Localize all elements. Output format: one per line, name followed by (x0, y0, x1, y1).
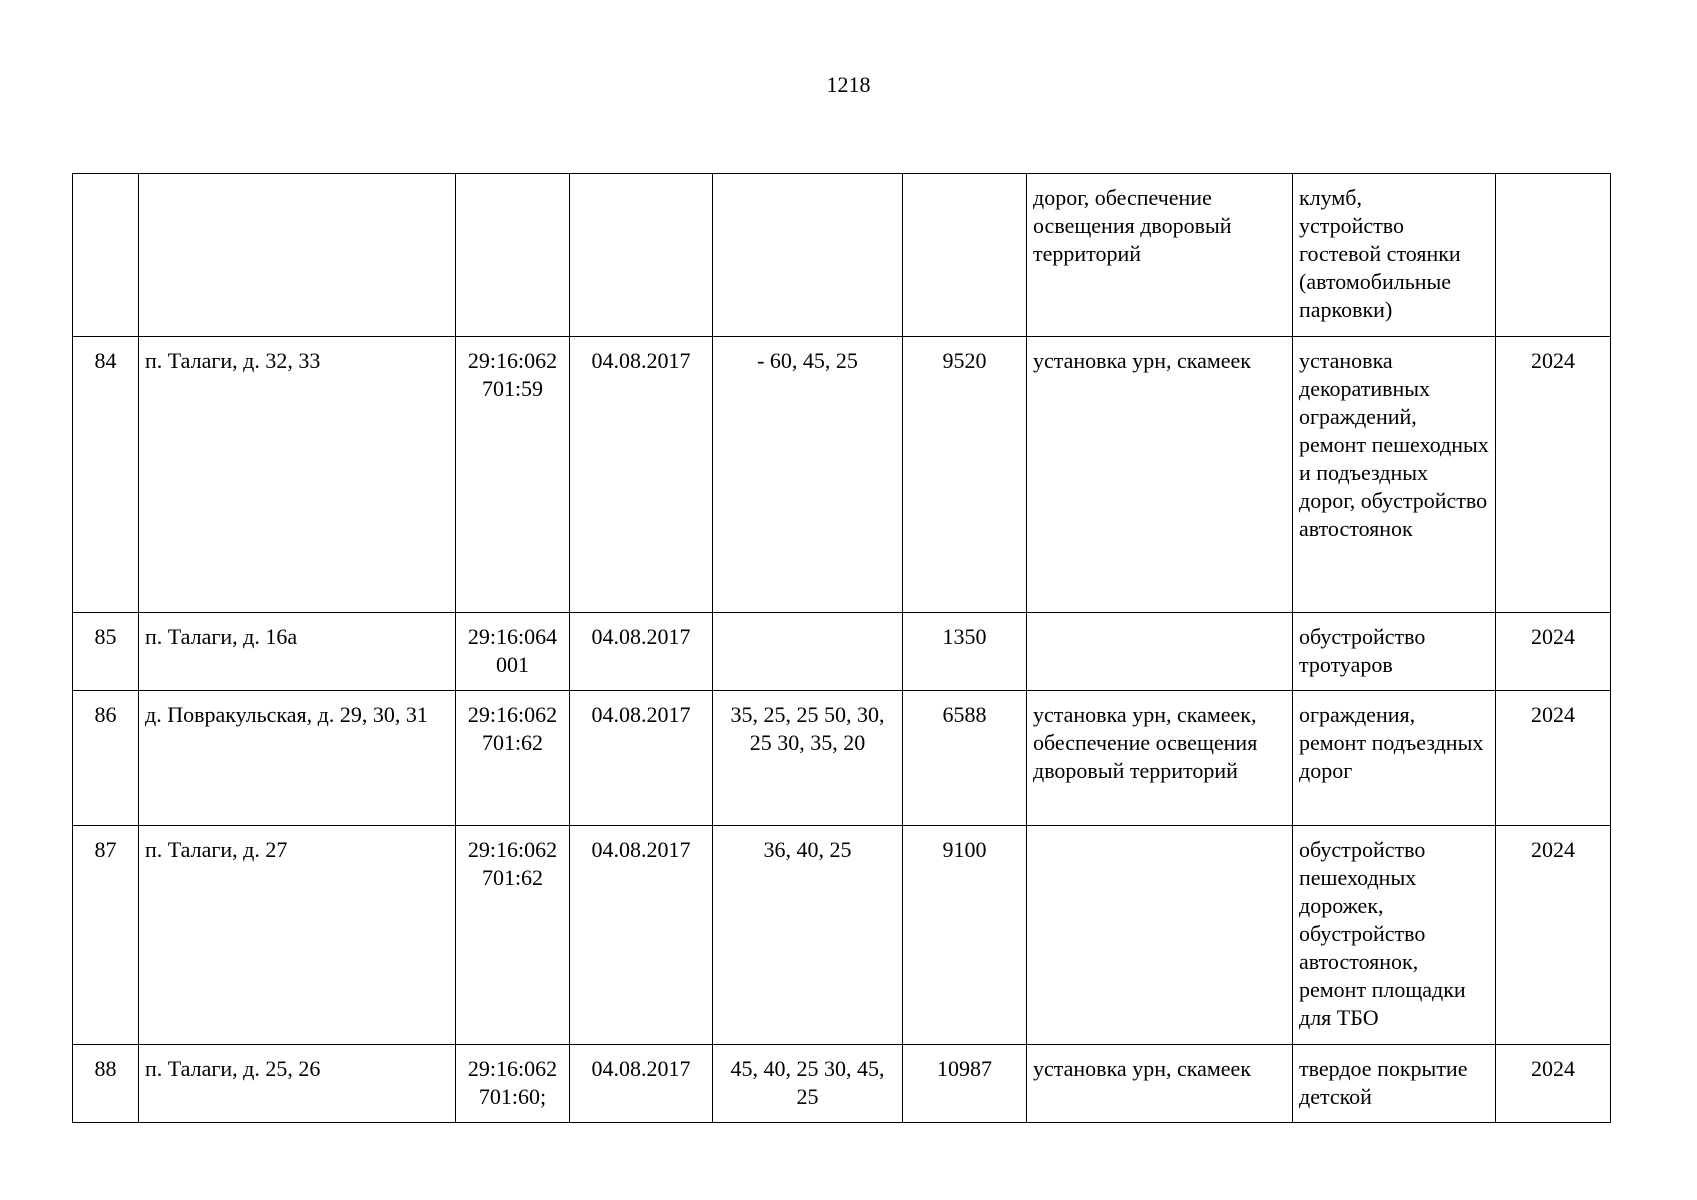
year-cell: 2024 (1496, 1045, 1611, 1123)
cadastral-number-cell: 29:16:062 701:62 (456, 691, 570, 826)
table-row (73, 337, 1611, 613)
address-cell: п. Талаги, д. 16а (139, 613, 456, 691)
dimensions-cell (713, 613, 903, 691)
area-cell: 9100 (903, 826, 1027, 1045)
row-number-cell: 86 (73, 691, 139, 826)
registry-table (72, 173, 1611, 1123)
dimensions-cell: 35, 25, 25 50, 30, 25 30, 35, 20 (713, 691, 903, 826)
date-cell: 04.08.2017 (570, 337, 713, 613)
dimensions-cell (713, 174, 903, 337)
date-cell: 04.08.2017 (570, 1045, 713, 1123)
cadastral-number-cell: 29:16:064 001 (456, 613, 570, 691)
row-number-cell (73, 174, 139, 337)
minimal-works-cell: установка урн, скамеек, обеспечение освещения дворовый территорий (1027, 691, 1293, 826)
additional-works-cell: клумб, устройство гостевой стоянки (автомобильные парковки) (1293, 174, 1496, 337)
address-cell: п. Талаги, д. 25, 26 (139, 1045, 456, 1123)
row-number-cell: 88 (73, 1045, 139, 1123)
additional-works-cell: обустройство пешеходных дорожек, обустройство автостоянок, ремонт площадки для ТБО (1293, 826, 1496, 1045)
year-cell: 2024 (1496, 613, 1611, 691)
year-cell: 2024 (1496, 826, 1611, 1045)
page-number: 1218 (826, 72, 871, 97)
date-cell: 04.08.2017 (570, 613, 713, 691)
area-cell: 1350 (903, 613, 1027, 691)
minimal-works-cell (1027, 613, 1293, 691)
row-number-cell: 85 (73, 613, 139, 691)
table-row (73, 613, 1611, 691)
table-row (73, 826, 1611, 1045)
cadastral-number-cell: 29:16:062 701:60; (456, 1045, 570, 1123)
address-cell: п. Талаги, д. 27 (139, 826, 456, 1045)
minimal-works-cell (1027, 826, 1293, 1045)
additional-works-cell: твердое покрытие детской (1293, 1045, 1496, 1123)
additional-works-cell: обустройство тротуаров (1293, 613, 1496, 691)
address-cell: д. Повракульская, д. 29, 30, 31 (139, 691, 456, 826)
dimensions-cell: 36, 40, 25 (713, 826, 903, 1045)
table-body (73, 174, 1611, 1123)
table-row (73, 691, 1611, 826)
table-row (73, 174, 1611, 337)
minimal-works-cell: дорог, обеспечение освещения дворовый территорий (1027, 174, 1293, 337)
date-cell (570, 174, 713, 337)
area-cell (903, 174, 1027, 337)
minimal-works-cell: установка урн, скамеек (1027, 337, 1293, 613)
year-cell: 2024 (1496, 337, 1611, 613)
table-row (73, 1045, 1611, 1123)
area-cell: 6588 (903, 691, 1027, 826)
cadastral-number-cell: 29:16:062 701:62 (456, 826, 570, 1045)
date-cell: 04.08.2017 (570, 826, 713, 1045)
dimensions-cell: 45, 40, 25 30, 45, 25 (713, 1045, 903, 1123)
date-cell: 04.08.2017 (570, 691, 713, 826)
year-cell (1496, 174, 1611, 337)
additional-works-cell: установка декоративных ограждений, ремонт пешеходных и подъездных дорог, обустройство автостоянок (1293, 337, 1496, 613)
cadastral-number-cell: 29:16:062 701:59 (456, 337, 570, 613)
dimensions-cell: - 60, 45, 25 (713, 337, 903, 613)
row-number-cell: 87 (73, 826, 139, 1045)
year-cell: 2024 (1496, 691, 1611, 826)
cadastral-number-cell (456, 174, 570, 337)
row-number-cell: 84 (73, 337, 139, 613)
minimal-works-cell: установка урн, скамеек (1027, 1045, 1293, 1123)
additional-works-cell: ограждения, ремонт подъездных дорог (1293, 691, 1496, 826)
address-cell: п. Талаги, д. 32, 33 (139, 337, 456, 613)
address-cell (139, 174, 456, 337)
area-cell: 9520 (903, 337, 1027, 613)
area-cell: 10987 (903, 1045, 1027, 1123)
